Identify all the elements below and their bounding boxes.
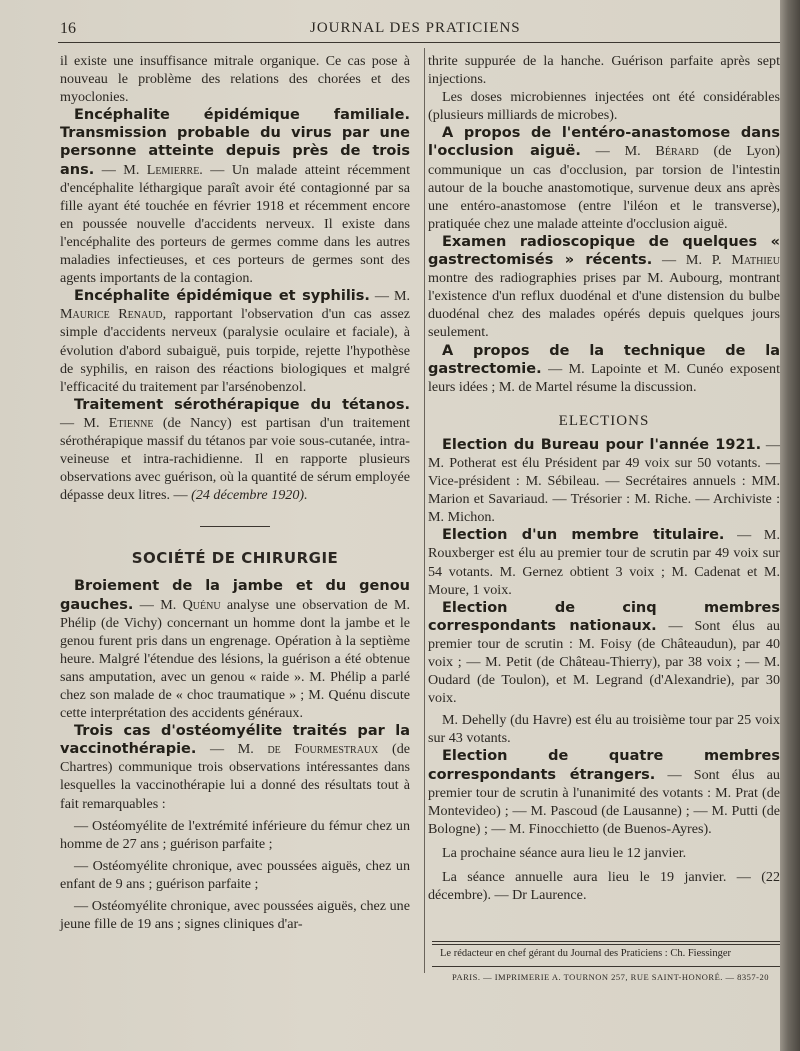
editor-line: Le rédacteur en chef gérant du Journal des Praticiens : Ch. Fiessinger bbox=[440, 948, 731, 959]
election-correspondants-nationaux bbox=[428, 599, 780, 708]
article-heading: Election d'un membre titulaire. bbox=[442, 527, 725, 544]
elections-title: ELECTIONS bbox=[558, 412, 650, 429]
election-titulaire bbox=[428, 526, 780, 598]
left-column bbox=[60, 52, 410, 933]
article-author: M. Maurice Renaud, bbox=[60, 288, 410, 323]
article-author: M. Quénu bbox=[160, 596, 221, 613]
article-heading: Encéphalite épidémique et syphilis. bbox=[74, 288, 370, 305]
article-author: M. Etienne bbox=[83, 414, 154, 431]
article-text: (de Lyon) communique un cas d'occlusion, par torsion de l'intestin autour de la bouche anastomotique, survenue deux ans après une entéro-anastomose (entre l'iléon et le transverse), pratiquée chez une malade atteinte d'occlusion aiguë. bbox=[428, 143, 781, 232]
article-author: M. Bérard bbox=[624, 143, 699, 160]
article-osteomyelite: Trois cas d'ostéomyélite traités par la vaccinothérapie. — M. de Fourmestraux (de Chartres) communique trois observations intéressantes dans lesquelles la vaccinothérapie lui a donné des résultats tout à fait remarquables : bbox=[60, 723, 411, 812]
article-heading: A propos de l'entéro-anastomose dans l'occlusion aiguë. bbox=[428, 125, 780, 160]
article-heading: Election du Bureau pour l'année 1921. bbox=[442, 436, 762, 453]
article-author: M. Lemierre. bbox=[123, 161, 203, 178]
article-tetanos: Traitement sérothérapique du tétanos. — M. Etienne (de Nancy) est partisan d'un traitement sérothérapique massif du tétanos par voie sous-cutanée, intra-veineuse et intra-rachidienne. Il en rapporte plusieurs observations avec guérison, où la quantité de sérum employée dépasse deux litres. — (24 décembre 1920). bbox=[60, 396, 410, 504]
list-item: — Ostéomyélite chronique, avec poussées aiguës, chez une jeune fille de 19 ans ; signes cliniques d'ar- bbox=[60, 898, 410, 933]
article-gastrectomie bbox=[428, 342, 780, 396]
footer-rule bbox=[432, 941, 780, 942]
article-heading: Encéphalite épidémique familiale. Transmission probable du virus par une personne atteinte depuis près de trois ans. bbox=[60, 107, 410, 178]
header-rule bbox=[58, 42, 780, 43]
article-heading: A propos de la technique de la gastrectomie. bbox=[428, 342, 780, 377]
article-text: rapportant l'observation d'un cas assez simple d'accidents nerveux (paralysie oculaire et faciale), à évolution d'abord subaiguë, puis torpide, rejette l'hypothèse de syphilis, en raison des réactions biologiques et malgré l'efficacité du traitement par l'arsénobenzol. bbox=[60, 306, 410, 395]
article-text: — Sont élus au premier tour de scrutin à l'unanimité des votants : M. Prat (de Montevideo) ; — M. Pascoud (de Lausanne) ; — M. Putti (de Bologne) ; — M. Finocchietto (de Buenos-Ayres). bbox=[428, 766, 780, 837]
page-edge bbox=[780, 0, 800, 1051]
article-text: — Sont élus au premier tour de scrutin : M. Foisy (de Châteaudun), par 40 voix ; — M. Petit (de Château-Thierry), par 38 voix ; — M. Oudard (de Toulon), et M. Legrand (d'Alexandrie), par 30 voix. bbox=[428, 617, 780, 707]
page-header bbox=[60, 20, 780, 42]
journal-title: JOURNAL DES PRATICIENS bbox=[310, 20, 521, 36]
article-text: — M. Potherat est élu Président par 49 voix sur 50 votants. — Vice-président : M. Sébileau. — Secrétaires annuels : MM. Marion et Savariaud. — Trésorier : M. Riche. — Archiviste : M. Michon. bbox=[428, 436, 780, 526]
article-heading: Election de quatre membres correspondants étrangers. bbox=[428, 748, 780, 783]
article-heading: Election de cinq membres correspondants nationaux. bbox=[428, 599, 780, 634]
article-author: M. P. Mathieu bbox=[685, 252, 780, 269]
article-heading: Broiement de la jambe et du genou gauches. bbox=[60, 578, 410, 613]
page-number: 16 bbox=[60, 20, 76, 37]
election-extra: M. Dehelly (du Havre) est élu au troisième tour par 25 voix sur 43 votants. bbox=[428, 712, 780, 747]
doses-paragraph: Les doses microbiennes injectées ont été considérables (plusieurs milliards de microbes). bbox=[428, 89, 780, 124]
article-text: Un malade atteint récemment d'encéphalite léthargique paraît avoir été contagionné par sa fille ayant été touchée en février 1918 et récemment encore en poussée nouvelle d'accidents nerveux. Il existe dans l'encéphalite des porteurs de germes comme dans les autres maladies infectieuses, et ces porteurs de germes sont des agents importants de la contagion. bbox=[60, 161, 410, 287]
article-broiement: Broiement de la jambe et du genou gauches. — M. Quénu analyse une observation de M. Phélip (de Vichy) concernant un homme dont la jambe et le genou furent pris dans un engrenage. Opération à la septième heure. Malgré l'étendue des lésions, la guérison a été obtenue sans amputation, avec un genou « raide ». M. Phélip a parlé chez son malade de « choc traumatique » ; M. Quénu discute cette interprétation des accidents généraux. bbox=[60, 578, 411, 722]
election-bureau bbox=[428, 436, 780, 526]
article-entero-anastomose: A propos de l'entéro-anastomose dans l'occlusion aiguë. — M. Bérard (de Lyon) communique un cas d'occlusion, par torsion de l'intestin autour de la bouche anastomotique, survenue deux ans après une entéro-anastomose (entre l'iléon et le transverse), pratiquée chez une malade atteinte d'occlusion aiguë. bbox=[428, 125, 781, 232]
article-heading: Examen radioscopique de quelques « gastrectomisés » récents. bbox=[428, 233, 780, 269]
society-title: SOCIÉTÉ DE CHIRURGIE bbox=[131, 549, 339, 568]
article-heading: Traitement sérothérapique du tétanos. bbox=[74, 396, 410, 413]
intro-paragraph: il existe une insuffisance mitrale organique. Ce cas pose à nouveau le problème des relations des chorées et des myoclonies. bbox=[60, 53, 410, 106]
article-text: — M. Lapointe et M. Cunéo exposent leurs idées ; M. de Martel résume la discussion. bbox=[428, 360, 780, 395]
article-author: M. de Fourmestraux bbox=[237, 741, 379, 758]
section-divider bbox=[200, 526, 270, 527]
election-correspondants-etrangers bbox=[428, 747, 780, 837]
column-rule bbox=[424, 48, 425, 973]
article-text: (de Nancy) est partisan d'un traitement sérothérapique massif du tétanos par voie sous-cutanée, intra-veineuse et intra-rachidienne. Il en rapporte plusieurs observations avec guérison, où la quantité de sérum employée dépasse deux litres. bbox=[60, 414, 410, 504]
article-gastrectomises: Examen radioscopique de quelques « gastrectomisés » récents. — M. P. Mathieu montre des radiographies prises par M. Aubourg, montrant l'existence d'un reflux duodénal et d'une distension du bulbe duodénal chez des malades opérés depuis quelques jours seulement. bbox=[428, 233, 780, 341]
right-column bbox=[428, 52, 780, 904]
imprint-line: PARIS. — IMPRIMERIE A. TOURNON 257, RUE SAINT-HONORÉ. — 8357-20 bbox=[452, 972, 769, 982]
article-heading: Trois cas d'ostéomyélite traités par la vaccinothérapie. bbox=[60, 723, 410, 758]
footer-rule bbox=[432, 944, 780, 945]
article-text: montre des radiographies prises par M. Aubourg, montrant l'existence d'un reflux duodénal et d'une distension du bulbe duodénal chez des malades opérés depuis quelques jours seulement. bbox=[428, 270, 780, 341]
article-encephalite-syphilis: Encéphalite épidémique et syphilis. — M. Maurice Renaud, rapportant l'observation d'un cas assez simple d'accidents nerveux (paralysie oculaire et faciale), à évolution d'abord subaiguë, puis torpide, rejette l'hypothèse de syphilis, en raison des réactions biologiques et malgré l'efficacité du traitement par l'arsénobenzol. bbox=[60, 288, 410, 395]
article-text: (de Chartres) communique trois observations intéressantes dans lesquelles la vaccinothérapie lui a donné des résultats tout à fait remarquables : bbox=[60, 741, 411, 812]
annual-session: La séance annuelle aura lieu le 19 janvier. — (22 décembre). — Dr Laurence. bbox=[428, 869, 780, 904]
article-encephalite-familiale: Encéphalite épidémique familiale. Transmission probable du virus par une personne atteinte depuis près de trois ans. — M. Lemierre. — Un malade atteint récemment d'encéphalite léthargique paraît avoir été contagionné par sa fille ayant été touchée en février 1918 et récemment encore en poussée nouvelle d'accidents nerveux. Il existe dans l'encéphalite des porteurs de germes comme dans les autres maladies infectieuses, et ces porteurs de germes sont des agents importants de la contagion. bbox=[60, 107, 410, 287]
article-date: (24 décembre 1920). bbox=[191, 487, 308, 504]
continued-paragraph: thrite suppurée de la hanche. Guérison parfaite après sept injections. bbox=[428, 53, 780, 88]
list-item: — Ostéomyélite chronique, avec poussées aiguës, chez un enfant de 9 ans ; guérison parfaite ; bbox=[60, 857, 410, 892]
next-session: La prochaine séance aura lieu le 12 janvier. bbox=[442, 844, 687, 861]
list-item: — Ostéomyélite de l'extrémité inférieure du fémur chez un homme de 27 ans ; guérison parfaite ; bbox=[60, 817, 410, 852]
footer-rule bbox=[432, 966, 780, 967]
article-text: analyse une observation de M. Phélip (de Vichy) concernant un homme dont la jambe et le genou furent pris dans un engrenage. Opération à la septième heure. Malgré l'étendue des lésions, la guérison a été obtenue sans amputation, avec un genou « raide ». M. Phélip a parlé chez son malade de « choc traumatique » ; M. Quénu discute cette interprétation des accidents généraux. bbox=[60, 596, 411, 722]
article-text: — M. Rouxberger est élu au premier tour de scrutin par 49 voix sur 54 votants. M. Gernez obtient 3 voix ; M. Cadenat et M. Moure, 1 voix. bbox=[428, 527, 780, 598]
